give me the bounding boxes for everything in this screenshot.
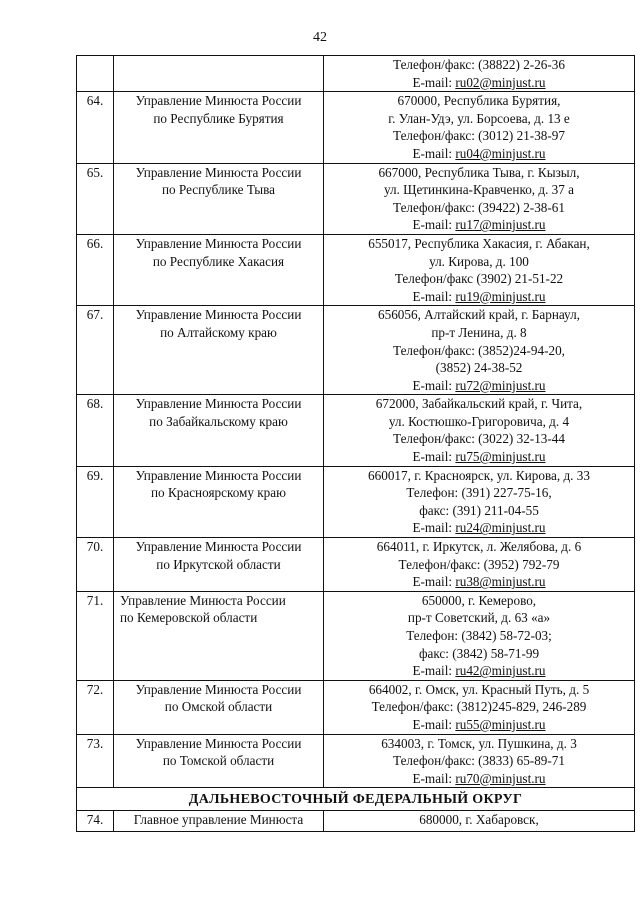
email-label: E-mail: [412,217,456,233]
organization-name-line: по Кемеровской области [120,610,258,626]
contact-cell [324,395,635,466]
table-row [77,395,635,466]
phone-line: (3852) 24-38-52 [435,360,523,376]
email-label: E-mail: [412,377,456,393]
phone-line: Телефон/факс: (39422) 2-38-61 [393,199,565,215]
email-line [326,145,632,163]
email-line [326,288,632,306]
row-number: 65. [77,163,114,234]
table-row [77,680,635,734]
email-line [326,519,632,537]
address-line: ул. Костюшко-Григоровича, д. 4 [388,413,570,429]
email-link[interactable]: ru72@minjust.ru [455,377,546,393]
organization-cell [114,395,324,466]
table-row [77,234,635,305]
phone-line: факс: (391) 211-04-55 [419,502,539,518]
contact-cell [324,680,635,734]
organization-cell [114,734,324,788]
organization-name-line: Управление Минюста России [120,592,286,608]
address-line: 655017, Республика Хакасия, г. Абакан, [368,235,590,251]
section-heading-row [77,788,635,811]
organization-name-line: Управление Минюста России [135,681,302,697]
row-number: 67. [77,306,114,395]
address-line: ул. Щетинкина-Кравченко, д. 37 а [383,182,575,198]
organization-cell [114,56,324,92]
organization-name-line: Управление Минюста России [135,307,302,323]
phone-line: Телефон/факс: (3012) 21-38-97 [393,128,565,144]
organization-name-line: по Иркутской области [156,556,281,572]
organization-name-line: по Республике Хакасия [152,253,285,269]
organization-name-line: Управление Минюста России [135,735,302,751]
phone-line: Телефон/факс: (3833) 65-89-71 [393,753,565,769]
contact-cell [324,306,635,395]
address-line: ул. Кирова, д. 100 [429,253,529,269]
row-number: 73. [77,734,114,788]
organization-cell: Главное управление Минюста [114,811,324,832]
email-link[interactable]: ru24@minjust.ru [455,520,546,536]
phone-line: Телефон: (391) 227-75-16, [406,485,552,501]
row-number: 70. [77,538,114,592]
address-line: 667000, Республика Тыва, г. Кызыл, [378,164,580,180]
email-line [326,716,632,734]
organization-cell [114,234,324,305]
email-link[interactable]: ru04@minjust.ru [455,145,546,161]
email-label: E-mail: [412,770,456,786]
row-number: 72. [77,680,114,734]
phone-line: Телефон/факс: (3022) 32-13-44 [393,431,565,447]
organization-cell [114,538,324,592]
organization-cell [114,92,324,163]
email-link[interactable]: ru38@minjust.ru [455,574,546,590]
email-label: E-mail: [412,716,456,732]
registry-table [76,55,635,832]
row-number: 74. [77,811,114,832]
contact-cell [324,591,635,680]
email-link[interactable]: ru75@minjust.ru [455,449,546,465]
contact-cell [324,234,635,305]
phone-line: Телефон/факс: (38822) 2-26-36 [393,57,565,72]
email-line [326,662,632,680]
contact-cell [324,734,635,788]
row-number: 71. [77,591,114,680]
table-row [77,538,635,592]
organization-name-line: Управление Минюста России [135,467,302,483]
address-line: 664002, г. Омск, ул. Красный Путь, д. 5 [368,681,590,697]
contact-cell: 680000, г. Хабаровск, [324,811,635,832]
contact-cell [324,92,635,163]
email-link[interactable]: ru19@minjust.ru [455,288,546,304]
email-link[interactable]: ru55@minjust.ru [455,716,546,732]
table-row [77,92,635,163]
table-row [77,163,635,234]
organization-name-line: по Алтайскому краю [160,324,277,340]
organization-name-line: Управление Минюста России [135,539,302,555]
organization-name-line: по Томской области [162,753,275,769]
phone-line: Телефон: (3842) 58-72-03; [406,628,552,643]
organization-name-line: по Республике Бурятия [153,110,284,126]
email-label: E-mail: [412,145,456,161]
row-number: 66. [77,234,114,305]
contact-cell [324,538,635,592]
email-link[interactable]: ru70@minjust.ru [455,770,546,786]
organization-name-line: по Забайкальскому краю [149,413,288,429]
address-line: пр-т Ленина, д. 8 [431,324,527,340]
email-link[interactable]: ru02@minjust.ru [455,74,546,90]
email-line [326,74,632,92]
row-number-cell [77,56,114,92]
organization-cell [114,466,324,537]
address-line: 634003, г. Томск, ул. Пушкина, д. 3 [381,735,577,751]
email-link[interactable]: ru17@minjust.ru [455,217,546,233]
row-number: 64. [77,92,114,163]
row-number: 68. [77,395,114,466]
organization-name-line: Управление Минюста России [135,235,302,251]
phone-line: Телефон/факс: (3852)24-94-20, [393,342,565,358]
organization-cell [114,163,324,234]
table-row [77,306,635,395]
email-line [326,448,632,466]
row-number: 69. [77,466,114,537]
email-link[interactable]: ru42@minjust.ru [455,663,546,679]
address-line: 664011, г. Иркутск, л. Желябова, д. 6 [376,539,582,555]
address-line: 650000, г. Кемерово, [421,592,537,608]
email-label: E-mail: [412,574,456,590]
contact-cell [324,163,635,234]
email-label: E-mail: [412,449,456,465]
address-line: г. Улан-Удэ, ул. Борсоева, д. 13 е [388,110,570,126]
organization-name-line: по Республике Тыва [161,182,276,198]
email-line [326,770,632,788]
table-row [77,466,635,537]
organization-name-line: Управление Минюста России [135,396,302,412]
phone-line: Телефон/факс: (3952) 792-79 [398,556,560,572]
organization-cell [114,680,324,734]
organization-name-line: по Красноярскому краю [151,485,286,501]
table-row [77,734,635,788]
email-label: E-mail: [412,74,456,90]
email-line [326,573,632,591]
address-line: 672000, Забайкальский край, г. Чита, [375,396,583,412]
phone-line: факс: (3842) 58-71-99 [418,645,540,661]
organization-cell [114,591,324,680]
section-heading: ДАЛЬНЕВОСТОЧНЫЙ ФЕДЕРАЛЬНЫЙ ОКРУГ [77,788,635,811]
email-label: E-mail: [412,520,456,536]
address-line: 660017, г. Красноярск, ул. Кирова, д. 33 [368,467,590,483]
phone-line: Телефон/факс: (3812)245-829, 246-289 [371,699,587,715]
email-line [326,216,632,234]
table-row-continued [77,56,635,92]
page-number: 42 [313,30,327,45]
organization-cell [114,306,324,395]
email-label: E-mail: [412,663,456,679]
contact-cell [324,56,635,92]
organization-name-line: по Омской области [164,699,273,715]
address-line: пр-т Советский, д. 63 «а» [407,610,551,626]
contact-cell [324,466,635,537]
organization-name-line: Управление Минюста России [135,164,302,180]
email-label: E-mail: [412,288,456,304]
table-row [77,591,635,680]
address-line: 656056, Алтайский край, г. Барнаул, [378,307,580,323]
email-line [326,377,632,395]
phone-line: Телефон/факс (3902) 21-51-22 [394,271,564,287]
table-row-partial [77,811,635,832]
organization-name-line: Управление Минюста России [135,93,302,109]
address-line: 670000, Республика Бурятия, [397,93,561,109]
